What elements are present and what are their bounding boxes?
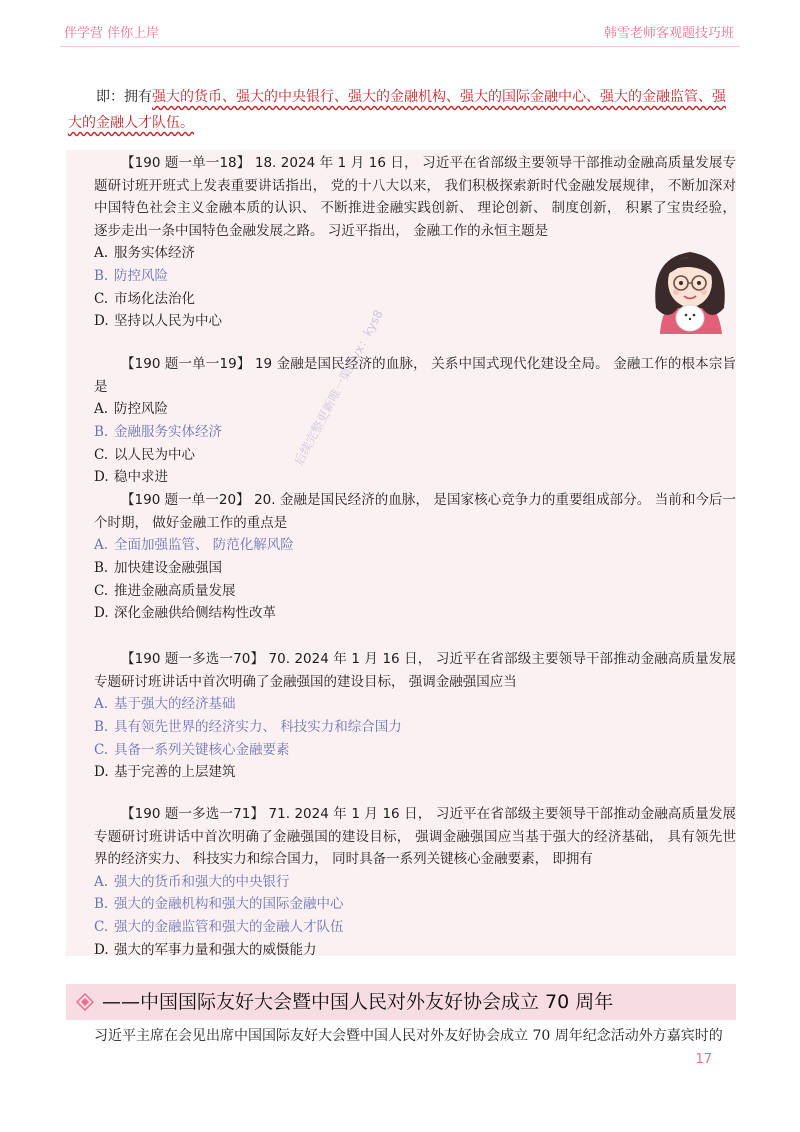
option-b: B. 强大的金融机构和强大的国际金融中心 xyxy=(94,896,344,913)
option-c: C. 市场化法治化 xyxy=(94,290,195,307)
body-paragraph-start: 习近平主席在会见出席中国国际友好大会暨中国人民对外友好协会成立 70 周年纪念活动外方嘉宾时的 xyxy=(94,1028,723,1044)
teacher-avatar-illustration xyxy=(642,238,738,336)
question-stem: 【190 题一多选一70】 70. 2024 年 1 月 16 日， 习近平在省部级主要领导干部推动金融高质量发展专题研讨班讲话中首次明确了金融强国的建设目标， 强调金融强国应当 xyxy=(94,651,736,690)
question-71 xyxy=(94,803,736,962)
option-a: A. 基于强大的经济基础 xyxy=(94,696,236,712)
option-c: C. 具备一系列关键核心金融要素 xyxy=(94,741,290,758)
question-stem: 【190 题一单一18】 18. 2024 年 1 月 16 日， 习近平在省部级主要领导干部推动金融高质量发展专题研讨班开班式上发表重要讲话指出， 党的十八大以来， 我们积极探索新时代金融发展规律， 不断加深对中国特色社会主义金融本质的认识、 不断推进金融实践创新、 理论创新、 制度创新， 积累了宝贵经验， 逐步走出一条中国特色金融发展之路。 习近平指出， 金融工作的永恒主题是 xyxy=(94,155,736,239)
question-18 xyxy=(94,152,736,333)
intro-paragraph xyxy=(68,84,734,136)
question-stem: 【190 题一单一20】 20. 金融是国民经济的血脉， 是国家核心竞争力的重要组成部分。 当前和今后一个时期， 做好金融工作的重点是 xyxy=(94,492,736,531)
option-b: B. 防控风险 xyxy=(94,267,168,284)
option-a: A. 强大的货币和强大的中央银行 xyxy=(94,873,290,890)
header-divider xyxy=(60,46,740,47)
option-a: A. 服务实体经济 xyxy=(94,245,195,261)
question-stem: 【190 题一多选一71】 71. 2024 年 1 月 16 日， 习近平在省部级主要领导干部推动金融高质量发展专题研讨班讲话中首次明确了金融强国的建设目标， 强调金融强国应当基于强大的经济基础， 具有领先世界的经济实力、 科技实力和综合国力， 同时具备一系列关键核心金融要素， 即拥有 xyxy=(94,806,736,867)
header-left-brand: 伴学营 伴你上岸 xyxy=(64,26,160,41)
intro-prefix: 即：拥有 xyxy=(96,89,152,105)
option-c: C. 以人民为中心 xyxy=(94,446,195,463)
option-c: C. 强大的金融监管和强大的金融人才队伍 xyxy=(94,919,344,936)
option-d: D. 基于完善的上层建筑 xyxy=(94,764,236,781)
section-heading-bar xyxy=(66,984,736,1020)
option-c: C. 推进金融高质量发展 xyxy=(94,582,236,599)
option-a: A. 防控风险 xyxy=(94,401,168,417)
option-b: B. 具有领先世界的经济实力、 科技实力和综合国力 xyxy=(94,718,402,735)
intro-highlight: 强大的货币、强大的中央银行、强大的金融机构、强大的国际金融中心、强大的金融监管、强大的金融人才队伍。 xyxy=(68,89,726,131)
question-19 xyxy=(94,353,736,489)
option-d: D. 深化金融供给侧结构性改革 xyxy=(94,605,276,622)
header-right-course: 韩雪老师客观题技巧班 xyxy=(603,26,734,41)
section-title: ——中国国际友好大会暨中国人民对外友好协会成立 70 周年 xyxy=(102,991,614,1013)
option-d: D. 强大的军事力量和强大的威慑能力 xyxy=(94,941,317,958)
option-d: D. 坚持以人民为中心 xyxy=(94,313,222,330)
diamond-bullet-icon xyxy=(76,993,94,1011)
option-a: A. 全面加强监管、 防范化解风险 xyxy=(94,537,294,553)
option-d: D. 稳中求进 xyxy=(94,469,168,486)
question-70 xyxy=(94,648,736,784)
option-b: B. 加快建设金融强国 xyxy=(94,559,222,576)
option-b: B. 金融服务实体经济 xyxy=(94,423,222,440)
question-panel xyxy=(66,150,736,956)
question-stem: 【190 题一单一19】 19 金融是国民经济的血脉， 关系中国式现代化建设全局。 金融工作的根本宗旨是 xyxy=(94,356,736,395)
watermark-text: 后续完整更新唯一渠道vx：kys8 xyxy=(291,307,386,468)
question-20 xyxy=(94,489,736,625)
page-number: 17 xyxy=(695,1052,712,1067)
